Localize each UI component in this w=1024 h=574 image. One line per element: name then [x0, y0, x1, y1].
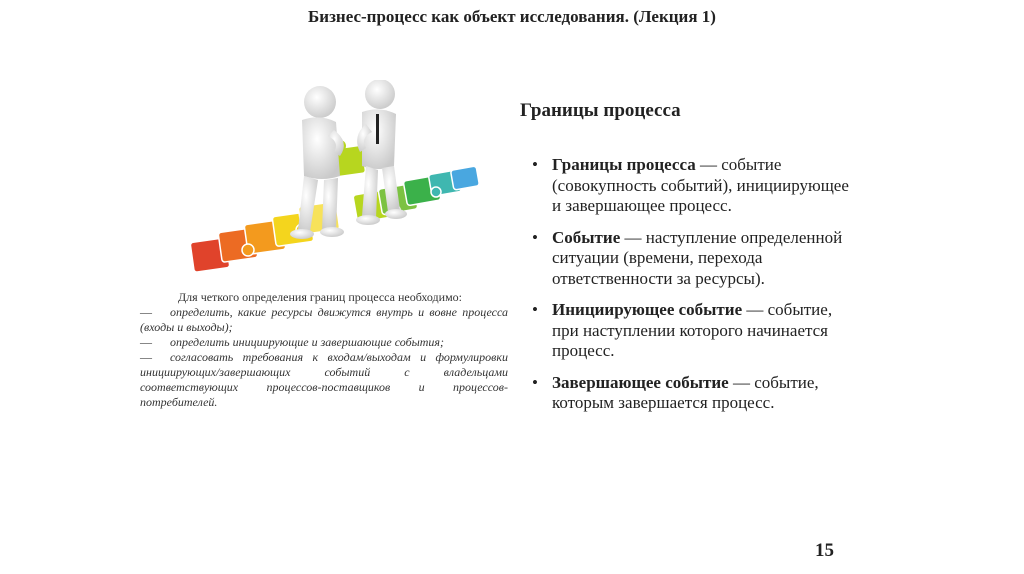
list-item — [532, 228, 852, 290]
puzzle-people-icon — [190, 80, 480, 275]
bullet-text: — событие (совокупность событий), инициирующее и завершающее процесс. — [552, 155, 849, 215]
note-dash: — — [140, 335, 152, 349]
bullet-text: — наступление определенной ситуации (времени, перехода ответственности за ресурсы). — [552, 227, 843, 288]
section-heading: Границы процесса — [520, 100, 681, 121]
note-item — [140, 350, 508, 410]
bullet-text: — событие, которым завершается процесс. — [552, 372, 819, 412]
list-item — [532, 155, 852, 217]
bullet-icon: • — [532, 372, 538, 392]
note-intro: Для четкого определения границ процесса необходимо: — [178, 290, 462, 304]
note-dash: — — [140, 350, 152, 364]
note-item-text: согласовать требования к входам/выходам и формулировки инициирующих/завершающих событий с владельцами соответствующих процессов-поставщиков и процессов-потребителей. — [140, 350, 508, 409]
list-item — [532, 373, 852, 414]
bullet-text: — событие, при наступлении которого начинается процесс. — [552, 300, 833, 360]
bullet-icon: • — [532, 227, 538, 247]
note-item-text: определить инициирующие и завершающие события; — [170, 335, 444, 349]
note-item — [140, 305, 508, 335]
bullet-term: Инициирующее событие — [552, 300, 743, 319]
slide-title: Бизнес-процесс как объект исследования. (Лекция 1) — [308, 7, 716, 26]
bullet-icon: • — [532, 300, 538, 319]
bullet-term: Границы процесса — [552, 155, 696, 174]
definitions-list — [532, 155, 852, 425]
bullet-term: Событие — [552, 227, 621, 247]
boundaries-note — [140, 290, 508, 410]
bullet-icon: • — [532, 155, 538, 174]
note-dash: — — [140, 305, 152, 319]
bullet-term: Завершающее событие — [552, 372, 729, 392]
note-item — [140, 335, 508, 350]
list-item — [532, 300, 852, 362]
note-item-text: определить, какие ресурсы движутся внутрь и вовне процесса (входы и выходы); — [140, 305, 508, 334]
page-number: 15 — [815, 540, 834, 561]
